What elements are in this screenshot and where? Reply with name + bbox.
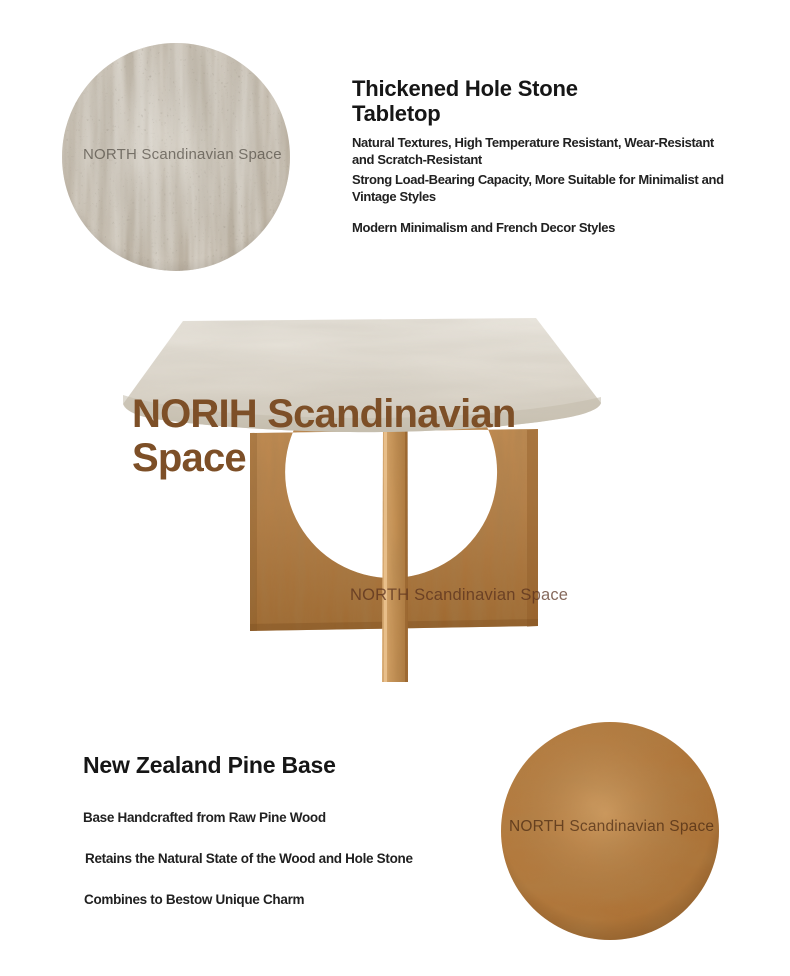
brand-overlay-line2: Space: [132, 436, 246, 480]
brand-overlay-text: [132, 392, 515, 480]
tabletop-heading-line1: Thickened Hole Stone: [352, 76, 578, 101]
tabletop-heading: [352, 76, 578, 126]
wood-texture-image: [500, 721, 720, 941]
stone-texture-image: [61, 42, 291, 272]
wood-swatch-watermark: NORTH Scandinavian Space: [509, 818, 715, 835]
tabletop-bullet-3-line1: Modern Minimalism and French Decor Styles: [352, 220, 616, 235]
tabletop-heading-line2: Tabletop: [352, 101, 441, 126]
stone-swatch: [61, 42, 291, 272]
tabletop-bullet-3: [352, 219, 615, 236]
base-panel-side-face: [527, 429, 538, 627]
product-image: [95, 295, 705, 695]
tabletop-bullet-2-line1: Strong Load-Bearing Capacity, More Suitable for Minimalist and: [352, 172, 724, 187]
base-bullet-3: Combines to Bestow Unique Charm: [84, 892, 305, 907]
tabletop-bullet-1-line1: Natural Textures, High Temperature Resistant, Wear-Resistant: [352, 135, 714, 150]
product-image-watermark: NORTH Scandinavian Space: [350, 586, 569, 604]
tabletop-bullet-1: [352, 134, 714, 168]
base-bullet-1: Base Handcrafted from Raw Pine Wood: [83, 810, 326, 825]
brand-overlay-line1: NORIH Scandinavian: [132, 392, 516, 436]
tabletop-bullet-2-line2: Vintage Styles: [352, 189, 436, 204]
coffee-table-illustration: [95, 295, 705, 695]
base-bullet-2: Retains the Natural State of the Wood and Hole Stone: [85, 851, 413, 866]
base-heading: New Zealand Pine Base: [83, 752, 336, 778]
tabletop-bullet-2: [352, 171, 724, 205]
tabletop-bullet-1-line2: and Scratch-Resistant: [352, 152, 482, 167]
wood-swatch: [500, 721, 720, 941]
stone-swatch-watermark: NORTH Scandinavian Space: [83, 146, 282, 163]
